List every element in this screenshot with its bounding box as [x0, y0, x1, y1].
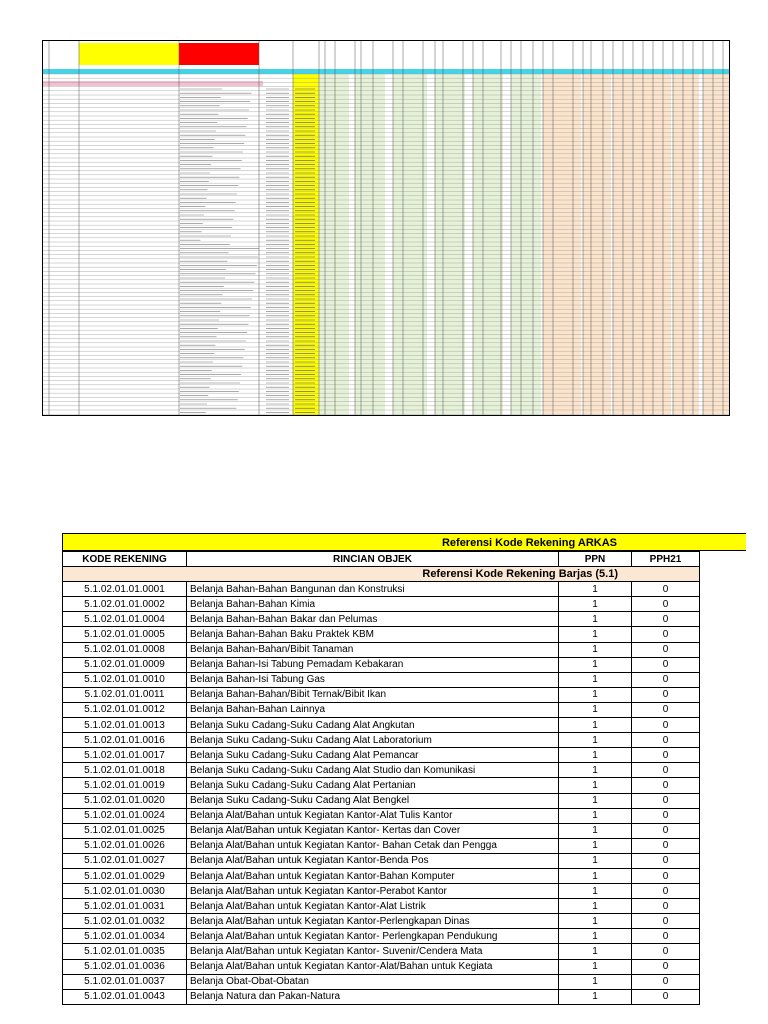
row-pph21: 0 [632, 733, 700, 748]
reference-table-section [62, 533, 746, 1005]
section-title [63, 567, 700, 582]
table-row [63, 763, 700, 778]
table-row [63, 702, 700, 717]
table-row [63, 642, 700, 657]
row-pph21: 0 [632, 778, 700, 793]
row-code: 5.1.02.01.01.0032 [63, 914, 187, 929]
row-object: Belanja Bahan-Bahan Lainnya [187, 702, 559, 717]
row-ppn: 1 [559, 718, 632, 733]
row-code: 5.1.02.01.01.0036 [63, 959, 187, 974]
row-ppn: 1 [559, 959, 632, 974]
row-pph21: 0 [632, 612, 700, 627]
table-row [63, 748, 700, 763]
table-row [63, 989, 700, 1004]
row-ppn: 1 [559, 763, 632, 778]
row-object: Belanja Alat/Bahan untuk Kegiatan Kantor-Alat Tulis Kantor [187, 808, 559, 823]
row-object: Belanja Alat/Bahan untuk Kegiatan Kantor-Alat/Bahan untuk Kegiata [187, 959, 559, 974]
row-object: Belanja Bahan-Isi Tabung Gas [187, 672, 559, 687]
row-code: 5.1.02.01.01.0030 [63, 884, 187, 899]
reference-table [62, 551, 700, 1005]
header-row [63, 552, 700, 567]
row-ppn: 1 [559, 702, 632, 717]
row-code: 5.1.02.01.01.0009 [63, 657, 187, 672]
row-pph21: 0 [632, 899, 700, 914]
row-object: Belanja Alat/Bahan untuk Kegiatan Kantor-Bahan Komputer [187, 868, 559, 883]
row-code: 5.1.02.01.01.0043 [63, 989, 187, 1004]
row-code: 5.1.02.01.01.0037 [63, 974, 187, 989]
row-pph21: 0 [632, 748, 700, 763]
row-object: Belanja Bahan-Bahan Bangunan dan Konstruksi [187, 582, 559, 597]
row-object: Belanja Suku Cadang-Suku Cadang Alat Bengkel [187, 793, 559, 808]
row-code: 5.1.02.01.01.0024 [63, 808, 187, 823]
row-pph21: 0 [632, 838, 700, 853]
table-row [63, 884, 700, 899]
table-row [63, 612, 700, 627]
row-pph21: 0 [632, 627, 700, 642]
row-pph21: 0 [632, 672, 700, 687]
row-code: 5.1.02.01.01.0008 [63, 642, 187, 657]
row-object: Belanja Alat/Bahan untuk Kegiatan Kantor-Alat Listrik [187, 899, 559, 914]
row-pph21: 0 [632, 597, 700, 612]
row-ppn: 1 [559, 853, 632, 868]
row-pph21: 0 [632, 868, 700, 883]
row-ppn: 1 [559, 868, 632, 883]
row-pph21: 0 [632, 989, 700, 1004]
table-row [63, 672, 700, 687]
row-object: Belanja Alat/Bahan untuk Kegiatan Kantor- Perlengkapan Pendukung [187, 929, 559, 944]
row-code: 5.1.02.01.01.0035 [63, 944, 187, 959]
spreadsheet-grid [43, 41, 729, 415]
row-pph21: 0 [632, 914, 700, 929]
sheet-header-yellow [79, 43, 179, 65]
row-ppn: 1 [559, 687, 632, 702]
row-ppn: 1 [559, 627, 632, 642]
row-ppn: 1 [559, 657, 632, 672]
row-ppn: 1 [559, 914, 632, 929]
header-pph21: PPH21 [632, 552, 700, 567]
table-row [63, 582, 700, 597]
row-code: 5.1.02.01.01.0018 [63, 763, 187, 778]
row-pph21: 0 [632, 642, 700, 657]
row-ppn: 1 [559, 582, 632, 597]
row-ppn: 1 [559, 944, 632, 959]
table-row [63, 868, 700, 883]
row-ppn: 1 [559, 597, 632, 612]
table-row [63, 929, 700, 944]
section-header-row [63, 567, 700, 582]
table-row [63, 597, 700, 612]
header-code: KODE REKENING [63, 552, 187, 567]
row-ppn: 1 [559, 808, 632, 823]
row-object: Belanja Alat/Bahan untuk Kegiatan Kantor- Suvenir/Cendera Mata [187, 944, 559, 959]
row-object: Belanja Suku Cadang-Suku Cadang Alat Studio dan Komunikasi [187, 763, 559, 778]
row-object: Belanja Obat-Obat-Obatan [187, 974, 559, 989]
row-ppn: 1 [559, 838, 632, 853]
row-ppn: 1 [559, 899, 632, 914]
row-code: 5.1.02.01.01.0012 [63, 702, 187, 717]
row-object: Belanja Alat/Bahan untuk Kegiatan Kantor-Perlengkapan Dinas [187, 914, 559, 929]
sheet-cyan-band [43, 69, 729, 74]
row-code: 5.1.02.01.01.0016 [63, 733, 187, 748]
row-code: 5.1.02.01.01.0004 [63, 612, 187, 627]
row-object: Belanja Alat/Bahan untuk Kegiatan Kantor-Perabot Kantor [187, 884, 559, 899]
row-pph21: 0 [632, 974, 700, 989]
row-code: 5.1.02.01.01.0005 [63, 627, 187, 642]
row-ppn: 1 [559, 733, 632, 748]
row-object: Belanja Suku Cadang-Suku Cadang Alat Laboratorium [187, 733, 559, 748]
row-pph21: 0 [632, 884, 700, 899]
table-row [63, 793, 700, 808]
table-row [63, 974, 700, 989]
row-ppn: 1 [559, 793, 632, 808]
table-row [63, 853, 700, 868]
row-code: 5.1.02.01.01.0002 [63, 597, 187, 612]
row-ppn: 1 [559, 612, 632, 627]
header-object: RINCIAN OBJEK [187, 552, 559, 567]
row-code: 5.1.02.01.01.0026 [63, 838, 187, 853]
row-object: Belanja Alat/Bahan untuk Kegiatan Kantor- Kertas dan Cover [187, 823, 559, 838]
table-row [63, 808, 700, 823]
row-pph21: 0 [632, 718, 700, 733]
table-row [63, 899, 700, 914]
row-ppn: 1 [559, 989, 632, 1004]
row-code: 5.1.02.01.01.0010 [63, 672, 187, 687]
row-pph21: 0 [632, 823, 700, 838]
row-pph21: 0 [632, 959, 700, 974]
row-code: 5.1.02.01.01.0029 [63, 868, 187, 883]
table-row [63, 959, 700, 974]
row-object: Belanja Bahan-Bahan Kimia [187, 597, 559, 612]
row-pph21: 0 [632, 582, 700, 597]
row-code: 5.1.02.01.01.0025 [63, 823, 187, 838]
row-pph21: 0 [632, 929, 700, 944]
sheet-header-red [179, 43, 259, 65]
row-code: 5.1.02.01.01.0031 [63, 899, 187, 914]
row-object: Belanja Suku Cadang-Suku Cadang Alat Pemancar [187, 748, 559, 763]
row-pph21: 0 [632, 657, 700, 672]
row-object: Belanja Natura dan Pakan-Natura [187, 989, 559, 1004]
row-code: 5.1.02.01.01.0020 [63, 793, 187, 808]
row-object: Belanja Bahan-Bahan Baku Praktek KBM [187, 627, 559, 642]
row-object: Belanja Bahan-Bahan/Bibit Ternak/Bibit Ikan [187, 687, 559, 702]
table-row [63, 778, 700, 793]
row-pph21: 0 [632, 808, 700, 823]
table-row [63, 627, 700, 642]
row-pph21: 0 [632, 763, 700, 778]
reference-title: Referensi Kode Rekening ARKAS [62, 533, 746, 551]
row-object: Belanja Bahan-Bahan Bakar dan Pelumas [187, 612, 559, 627]
table-row [63, 657, 700, 672]
table-row [63, 944, 700, 959]
header-ppn: PPN [559, 552, 632, 567]
row-ppn: 1 [559, 974, 632, 989]
row-code: 5.1.02.01.01.0001 [63, 582, 187, 597]
table-row [63, 823, 700, 838]
row-object: Belanja Suku Cadang-Suku Cadang Alat Pertanian [187, 778, 559, 793]
row-ppn: 1 [559, 748, 632, 763]
table-row [63, 733, 700, 748]
row-object: Belanja Suku Cadang-Suku Cadang Alat Angkutan [187, 718, 559, 733]
section-title-text: Referensi Kode Rekening Barjas (5.1) [63, 567, 700, 581]
table-row [63, 687, 700, 702]
row-code: 5.1.02.01.01.0034 [63, 929, 187, 944]
row-object: Belanja Alat/Bahan untuk Kegiatan Kantor-Benda Pos [187, 853, 559, 868]
row-object: Belanja Alat/Bahan untuk Kegiatan Kantor- Bahan Cetak dan Pengga [187, 838, 559, 853]
table-row [63, 914, 700, 929]
row-ppn: 1 [559, 778, 632, 793]
row-ppn: 1 [559, 672, 632, 687]
row-pph21: 0 [632, 853, 700, 868]
row-pph21: 0 [632, 793, 700, 808]
sheet-pink-row [43, 81, 263, 86]
row-pph21: 0 [632, 944, 700, 959]
row-code: 5.1.02.01.01.0013 [63, 718, 187, 733]
row-object: Belanja Bahan-Isi Tabung Pemadam Kebakaran [187, 657, 559, 672]
row-code: 5.1.02.01.01.0027 [63, 853, 187, 868]
row-pph21: 0 [632, 687, 700, 702]
row-object: Belanja Bahan-Bahan/Bibit Tanaman [187, 642, 559, 657]
row-ppn: 1 [559, 929, 632, 944]
row-ppn: 1 [559, 642, 632, 657]
row-code: 5.1.02.01.01.0019 [63, 778, 187, 793]
table-row [63, 838, 700, 853]
row-ppn: 1 [559, 884, 632, 899]
row-code: 5.1.02.01.01.0011 [63, 687, 187, 702]
table-row [63, 718, 700, 733]
row-ppn: 1 [559, 823, 632, 838]
row-code: 5.1.02.01.01.0017 [63, 748, 187, 763]
row-pph21: 0 [632, 702, 700, 717]
spreadsheet-thumbnail [42, 40, 730, 416]
